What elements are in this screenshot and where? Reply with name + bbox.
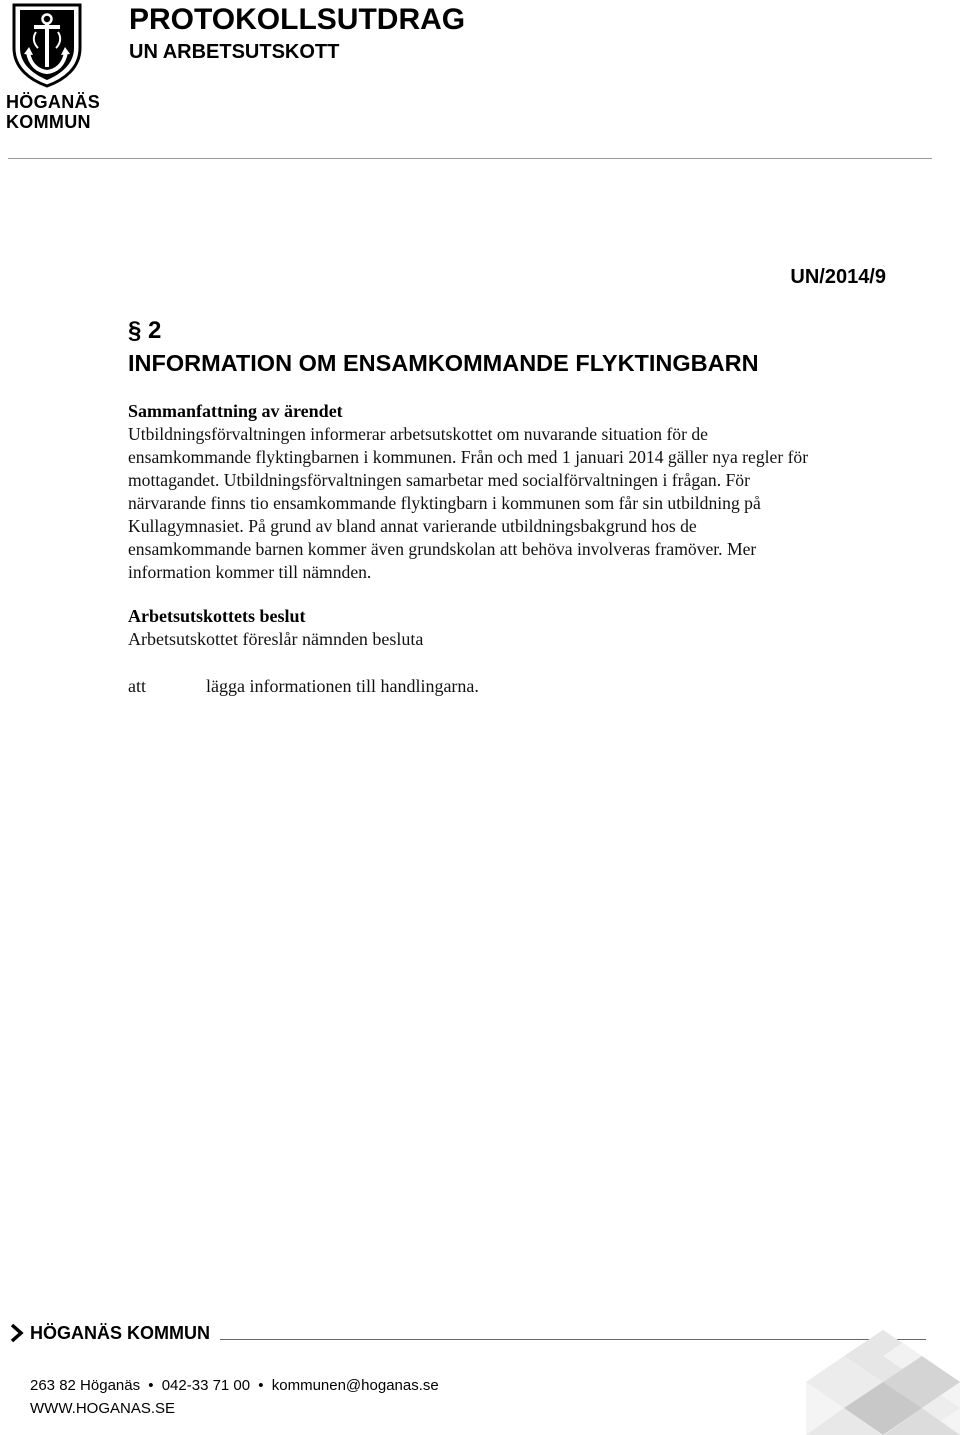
logo-line-2: KOMMUN xyxy=(6,112,91,132)
logo-line-1: HÖGANÄS xyxy=(6,92,101,112)
footer-separator: • xyxy=(148,1377,154,1394)
decision-text: lägga informationen till handlingarna. xyxy=(206,676,479,696)
footer-postal-address: 263 82 Höganäs xyxy=(30,1377,141,1394)
footer-arrow-icon xyxy=(10,1322,24,1344)
summary-line: närvarande finns tio ensamkommande flyktingbarn i kommunen som får sin utbildning på xyxy=(128,493,761,513)
decision-heading: Arbetsutskottets beslut xyxy=(128,606,306,626)
summary-line: mottagandet. Utbildningsförvaltningen samarbetar med socialförvaltningen i frågan. För xyxy=(128,470,750,490)
summary-line: Kullagymnasiet. På grund av bland annat varierande utbildningsbakgrund hos de xyxy=(128,516,697,536)
summary-heading: Sammanfattning av ärendet xyxy=(128,401,343,421)
footer-organization-name: HÖGANÄS KOMMUN xyxy=(30,1323,210,1343)
summary-body xyxy=(128,423,898,584)
summary-line: ensamkommande flyktingbarnen i kommunen. Från och med 1 januari 2014 gäller nya regler för xyxy=(128,447,809,467)
footer-website-link[interactable]: WWW.HOGANAS.SE xyxy=(30,1400,176,1417)
summary-line: ensamkommande barnen kommer även grundskolan att behöva involveras framöver. Mer xyxy=(128,539,757,559)
decision-intro: Arbetsutskottet föreslår nämnden besluta xyxy=(128,629,424,649)
footer-contact xyxy=(30,1376,439,1396)
footer-phone: 042-33 71 00 xyxy=(161,1377,251,1394)
summary-line: Utbildningsförvaltningen informerar arbetsutskottet om nuvarande situation för de xyxy=(128,424,708,444)
logo-wordmark xyxy=(6,92,116,132)
case-number: UN/2014/9 xyxy=(790,266,886,288)
summary-line: information kommer till nämnden. xyxy=(128,562,372,582)
decision-att: att xyxy=(128,676,146,696)
footer-separator: • xyxy=(258,1377,264,1394)
document-title: PROTOKOLLSUTDRAG xyxy=(129,3,466,36)
anchor-crest-icon xyxy=(10,2,84,88)
header-divider xyxy=(8,158,932,159)
footer-email-link[interactable]: kommunen@hoganas.se xyxy=(271,1377,439,1394)
section-number: § 2 xyxy=(128,317,162,344)
decorative-diamond-pattern xyxy=(806,1330,960,1435)
document-subtitle: UN ARBETSUTSKOTT xyxy=(129,41,340,63)
section-title: INFORMATION OM ENSAMKOMMANDE FLYKTINGBARN xyxy=(128,350,759,376)
